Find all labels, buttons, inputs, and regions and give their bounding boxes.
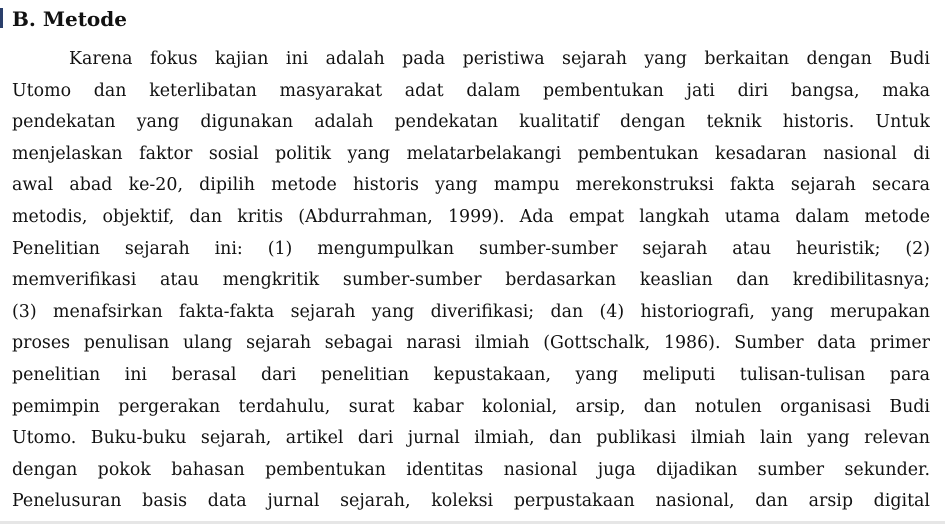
paragraph-line: awal abad ke-20, dipilih metode historis yang mampu merekonstruksi fakta sejarah secara [12, 175, 930, 196]
paragraph-line: pendekatan yang digunakan adalah pendekatan kualitatif dengan teknik historis. Untuk [12, 112, 930, 133]
paragraph-line: memverifikasi atau mengkritik sumber-sumber berdasarkan keaslian dan kredibilitasnya; [12, 270, 930, 291]
paragraph-line: Utomo dan keterlibatan masyarakat adat dalam pembentukan jati diri bangsa, maka [12, 80, 930, 101]
section-heading: B. Metode [12, 7, 127, 31]
paragraph-line: proses penulisan ulang sejarah sebagai narasi ilmiah (Gottschalk, 1986). Sumber data primer [12, 333, 930, 354]
paragraph-line: menjelaskan faktor sosial politik yang melatarbelakangi pembentukan kesadaran nasional di [12, 143, 930, 164]
paragraph-line: pemimpin pergerakan terdahulu, surat kabar kolonial, arsip, dan notulen organisasi Budi [12, 396, 930, 417]
paragraph-line: Utomo. Buku-buku sejarah, artikel dari jurnal ilmiah, dan publikasi ilmiah lain yang relevan [12, 428, 930, 449]
paragraph-line: Penelusuran basis data jurnal sejarah, koleksi perpustakaan nasional, dan arsip digital [12, 491, 930, 512]
paragraph-line: penelitian ini berasal dari penelitian kepustakaan, yang meliputi tulisan-tulisan para [12, 364, 930, 385]
paragraph-line: Penelitian sejarah ini: (1) mengumpulkan sumber-sumber sejarah atau heuristik; (2) [12, 238, 930, 259]
paragraph-line: Karena fokus kajian ini adalah pada peristiwa sejarah yang berkaitan dengan Budi [69, 49, 930, 69]
paragraph-line: metodis, objektif, dan kritis (Abdurrahman, 1999). Ada empat langkah utama dalam metode [12, 206, 930, 227]
paragraph-line: dengan pokok bahasan pembentukan identitas nasional juga dijadikan sumber sekunder. [12, 459, 930, 480]
paragraph-line: (3) menafsirkan fakta-fakta sejarah yang diverifikasi; dan (4) historiografi, yang merupakan [12, 301, 930, 322]
margin-marker [0, 8, 3, 28]
body-paragraph [12, 44, 930, 518]
